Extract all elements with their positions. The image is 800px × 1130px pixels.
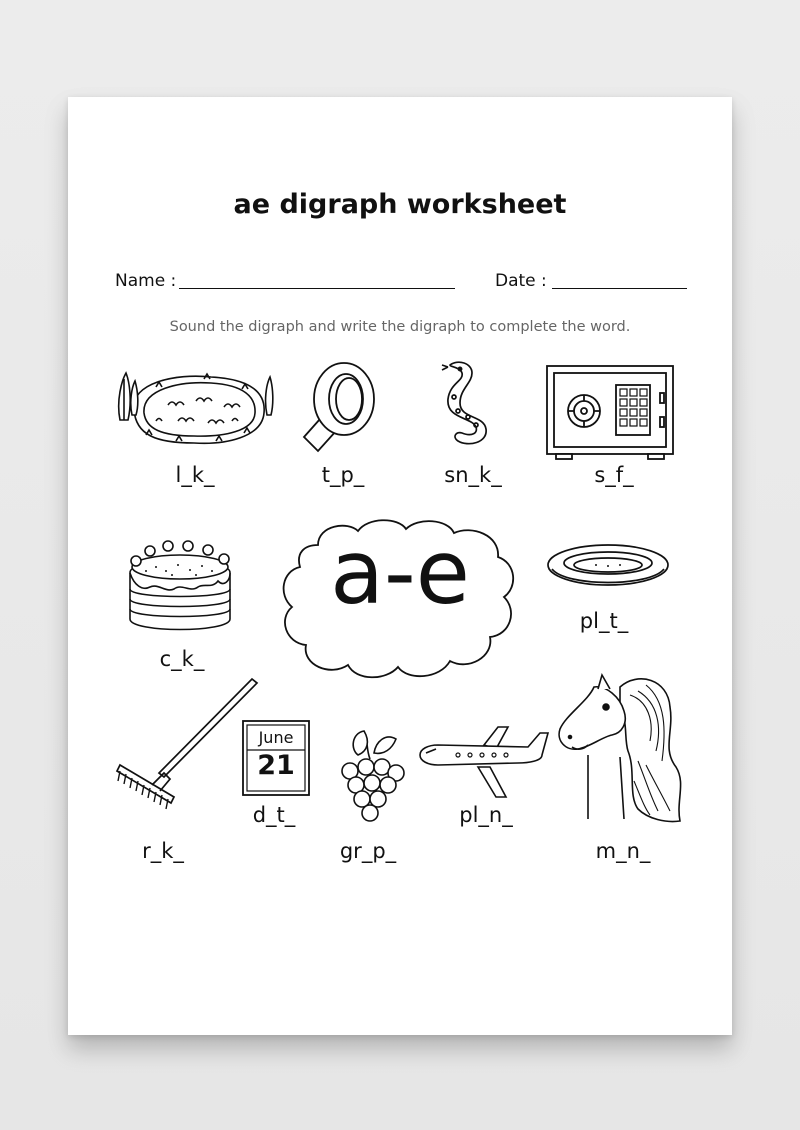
word-snake: sn_k_ (444, 463, 502, 487)
calendar-day: 21 (257, 750, 295, 781)
airplane-icon (418, 725, 550, 801)
word-cake: c_k_ (159, 647, 205, 671)
word-mane: m_n_ (595, 839, 651, 863)
word-plane: pl_n_ (459, 803, 513, 827)
word-plate: pl_t_ (579, 609, 629, 633)
page-title: ae digraph worksheet (233, 189, 567, 220)
date-label: Date : (495, 271, 547, 291)
lake-icon (116, 365, 276, 451)
tape-icon (302, 359, 382, 453)
word-grape: gr_p_ (339, 839, 397, 863)
instructions: Sound the digraph and write the digraph to complete the word. (169, 319, 631, 335)
cake-icon (126, 537, 238, 637)
word-date: d_t_ (252, 803, 296, 827)
word-lake: l_k_ (175, 463, 215, 487)
horse-icon (558, 671, 686, 829)
plate-icon (546, 543, 670, 591)
word-safe: s_f_ (594, 463, 634, 487)
calendar-month: June (258, 728, 294, 747)
word-tape: t_p_ (321, 463, 365, 487)
name-label: Name : (115, 271, 177, 291)
worksheet-page (68, 97, 732, 1035)
snake-icon (438, 359, 498, 449)
name-field[interactable] (179, 288, 455, 289)
word-rake: r_k_ (142, 839, 184, 863)
rake-icon (112, 677, 262, 817)
digraph-display: a-e (330, 521, 470, 624)
date-field[interactable] (552, 288, 687, 289)
safe-icon (546, 365, 674, 461)
grapes-icon (336, 727, 406, 825)
